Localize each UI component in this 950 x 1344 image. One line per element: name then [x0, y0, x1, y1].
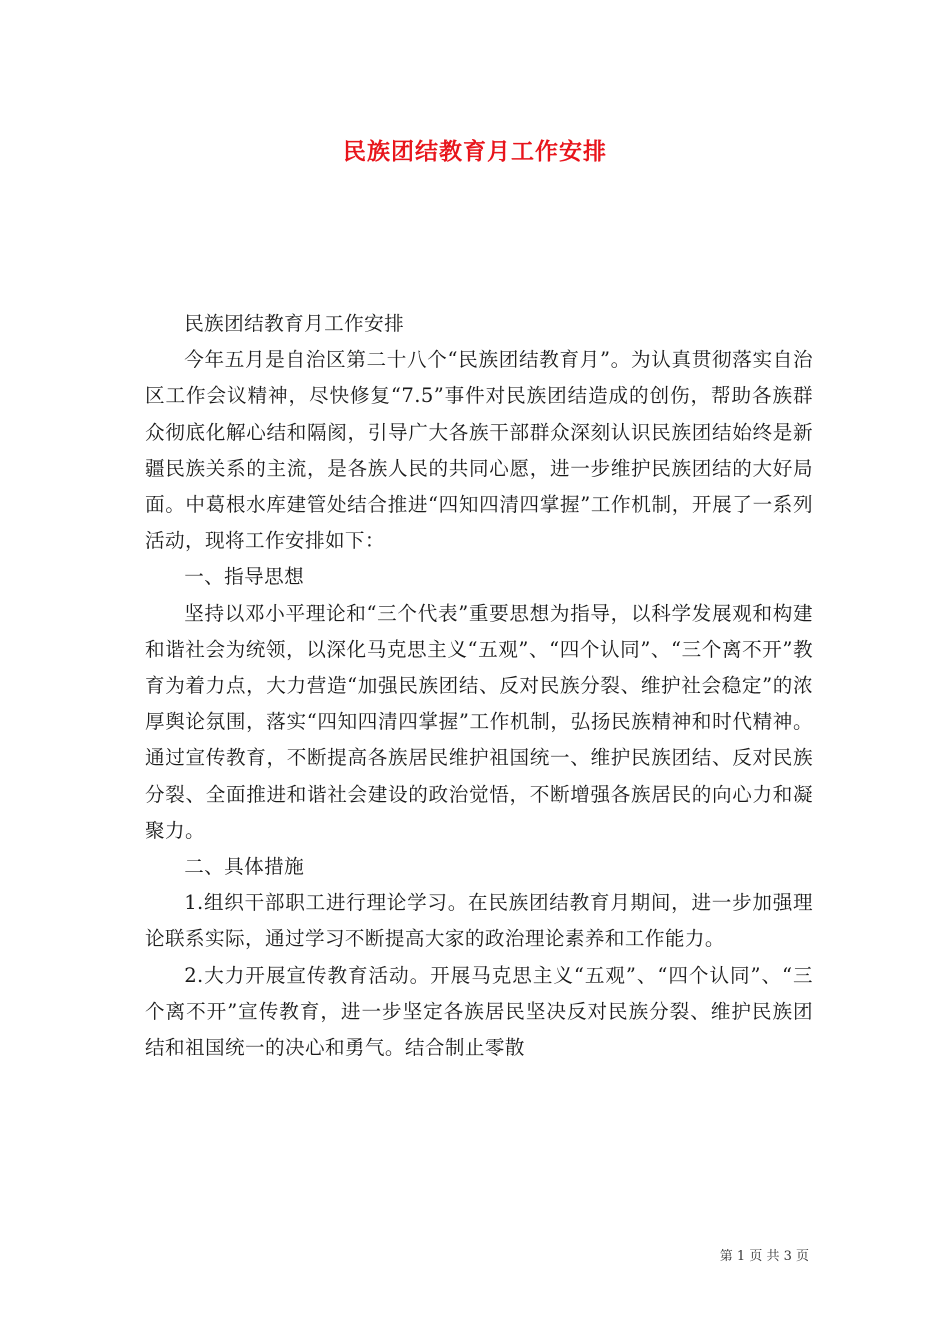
section-heading-guiding-ideology: 一、指导思想	[184, 565, 305, 589]
document-body	[145, 306, 813, 1066]
paragraph-intro: 今年五月是自治区第二十八个“民族团结教育月”。为认真贯彻落实自治区工作会议精神，尽快修复“7.5”事件对民族团结造成的创伤，帮助各族群众彻底化解心结和隔阂，引导广大各族干部群众深刻认识民族团结始终是新疆民族关系的主流，是各族人民的共同心愿，进一步维护民族团结的大好局面。中葛根水库建管处结合推进“四知四清四掌握”工作机制，开展了一系列活动，现将工作安排如下：	[145, 348, 813, 553]
paragraph-subtitle: 民族团结教育月工作安排	[184, 312, 405, 335]
page-number-footer: 第 1 页 共 3 页	[719, 1249, 809, 1264]
document-title: 民族团结教育月工作安排	[343, 138, 607, 165]
paragraph-measure-1: 1.组织干部职工进行理论学习。在民族团结教育月期间，进一步加强理论联系实际，通过学习不断提高大家的政治理论素养和工作能力。	[145, 891, 813, 951]
paragraph-guiding-ideology: 坚持以邓小平理论和“三个代表”重要思想为指导，以科学发展观和构建和谐社会为统领，以深化马克思主义“五观”、“四个认同”、“三个离不开”教育为着力点，大力营造“加强民族团结、反对民族分裂、维护社会稳定”的浓厚舆论氛围，落实“四知四清四掌握”工作机制，弘扬民族精神和时代精神。通过宣传教育，不断提高各族居民维护祖国统一、维护民族团结、反对民族分裂、全面推进和谐社会建设的政治觉悟，不断增强各族居民的向心力和凝聚力。	[145, 601, 813, 842]
section-heading-measures: 二、具体措施	[184, 855, 305, 879]
paragraph-measure-2: 2.大力开展宣传教育活动。开展马克思主义“五观”、“四个认同”、“三个离不开”宣传教育，进一步坚定各族居民坚决反对民族分裂、维护民族团结和祖国统一的决心和勇气。结合制止零散	[145, 963, 813, 1060]
